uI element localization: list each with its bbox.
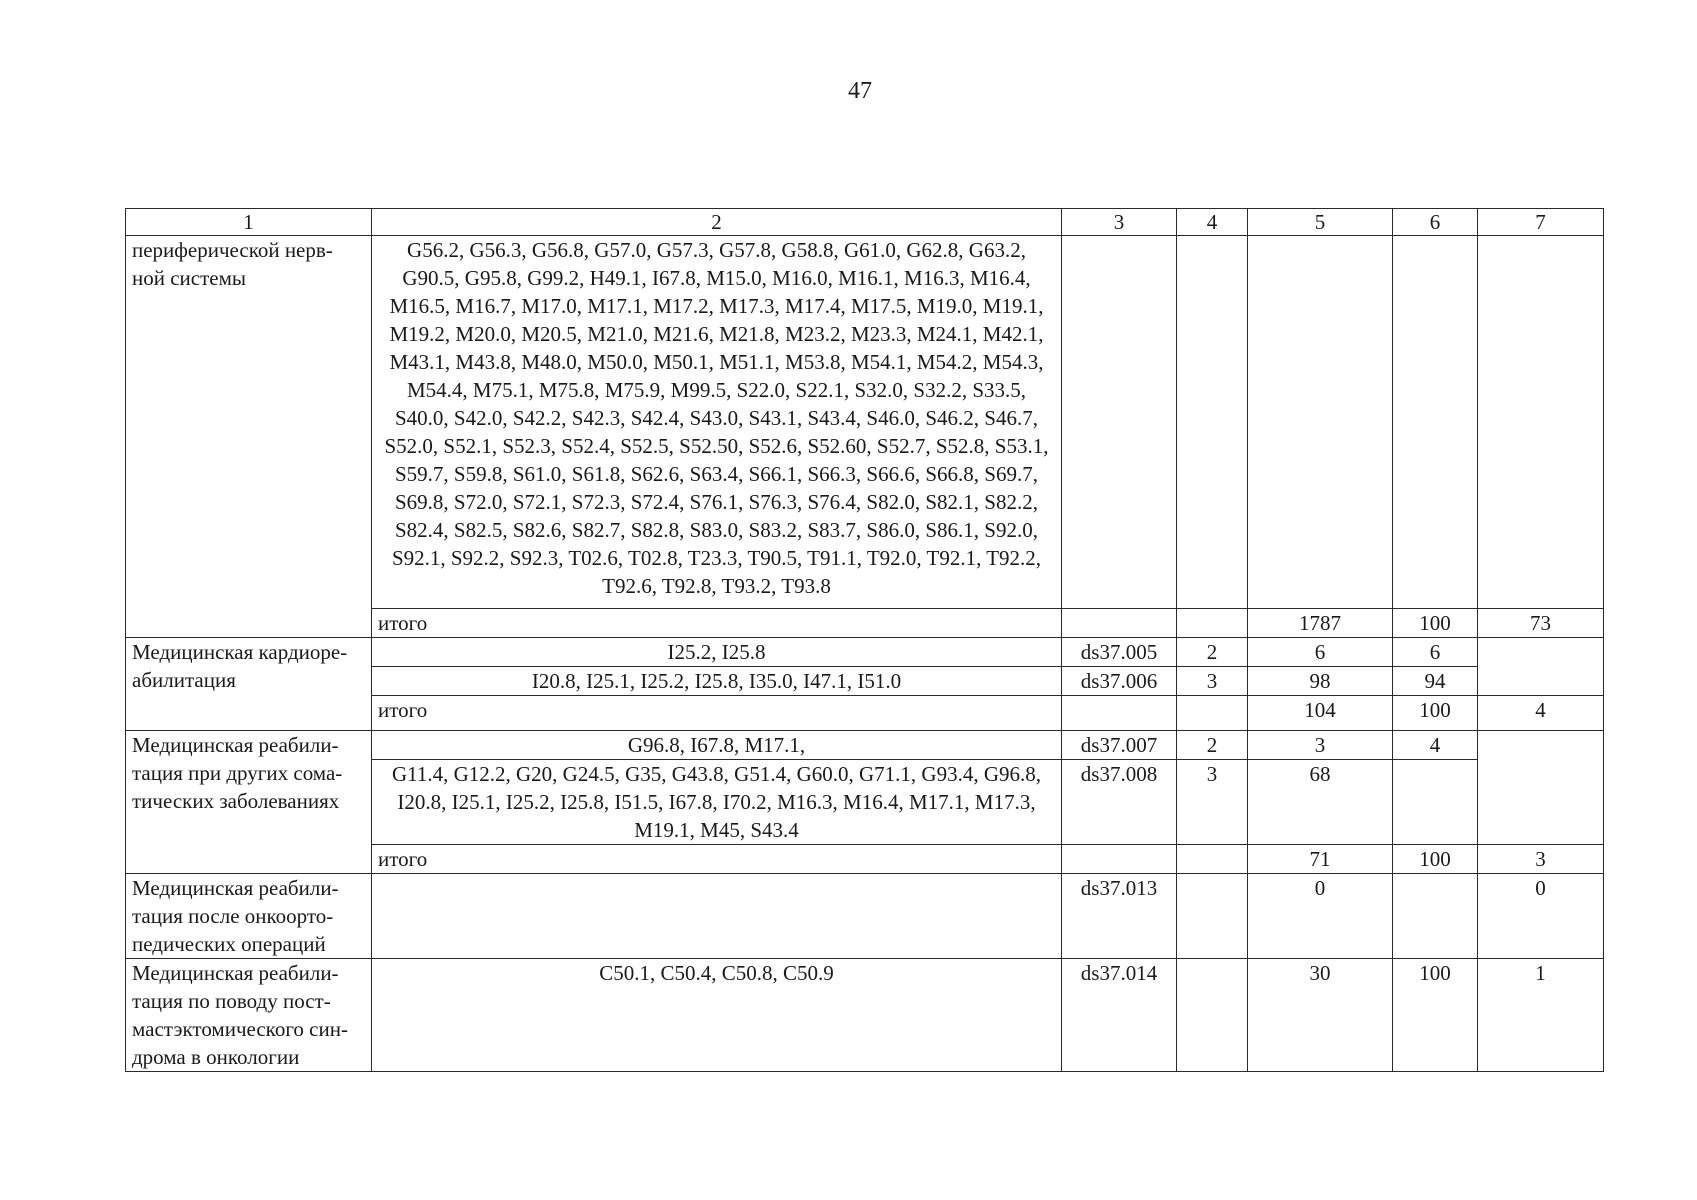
cell-value: 104	[1248, 696, 1393, 731]
section-name: периферической нерв-ной системы	[126, 236, 372, 638]
cell-value: 98	[1248, 667, 1393, 696]
diagnosis-codes: G96.8, I67.8, M17.1,	[372, 731, 1062, 760]
cell-value	[1177, 959, 1248, 1072]
diagnosis-codes: C50.1, C50.4, C50.8, C50.9	[372, 959, 1062, 1072]
cell-value: 4	[1478, 696, 1604, 731]
section-name: Медицинская реабили-тация после онкоорто-педических операций	[126, 874, 372, 959]
cell-value: 6	[1248, 638, 1393, 667]
cell-empty	[1062, 609, 1177, 638]
cell-value: 1	[1478, 959, 1604, 1072]
cell-value	[1177, 874, 1248, 959]
cell-value: 73	[1478, 609, 1604, 638]
cell-value: 0	[1478, 874, 1604, 959]
diagnosis-codes: I25.2, I25.8	[372, 638, 1062, 667]
cell-value: 0	[1248, 874, 1393, 959]
header-cell: 3	[1062, 209, 1177, 236]
cell-empty	[1062, 236, 1177, 609]
cell-code: ds37.005	[1062, 638, 1177, 667]
cell-empty	[1478, 638, 1604, 696]
cell-value: 30	[1248, 959, 1393, 1072]
cell-value: 71	[1248, 845, 1393, 874]
cell-empty	[1177, 236, 1248, 609]
diagnosis-codes: G56.2, G56.3, G56.8, G57.0, G57.3, G57.8, G58.8, G61.0, G62.8, G63.2, G90.5, G95.8, G99.2, H49.1, I67.8, M15.0, M16.0, M16.1, M16.3, M16.4, M16.5, M16.7, M17.0, M17.1, M17.2, M17.3, M17.4, M17.5, M19.0, M19.1, M19.2, M20.0, M20.5, M21.0, M21.6, M21.8, M23.2, M23.3, M24.1, M42.1, M43.1, M43.8, M48.0, M50.0, M50.1, M51.1, M53.8, M54.1, M54.2, M54.3, M54.4, M75.1, M75.8, M75.9, M99.5, S22.0, S22.1, S32.0, S32.2, S33.5, S40.0, S42.0, S42.2, S42.3, S42.4, S43.0, S43.1, S43.4, S46.0, S46.2, S46.7, S52.0, S52.1, S52.3, S52.4, S52.5, S52.50, S52.6, S52.60, S52.7, S52.8, S53.1, S59.7, S59.8, S61.0, S61.8, S62.6, S63.4, S66.1, S66.3, S66.6, S66.8, S69.7, S69.8, S72.0, S72.1, S72.3, S72.4, S76.1, S76.3, S76.4, S82.0, S82.1, S82.2, S82.4, S82.5, S82.6, S82.7, S82.8, S83.0, S83.2, S83.7, S86.0, S86.1, S92.0, S92.1, S92.2, S92.3, T02.6, T02.8, T23.3, T90.5, T91.1, T92.0, T92.1, T92.2, T92.6, T92.8, T93.2, T93.8	[372, 236, 1062, 609]
itogo-label: итого	[372, 696, 1062, 731]
cell-code: ds37.008	[1062, 760, 1177, 845]
header-cell: 7	[1478, 209, 1604, 236]
cell-value: 94	[1393, 667, 1478, 696]
cell-value: 100	[1393, 845, 1478, 874]
cell-value: 3	[1177, 760, 1248, 845]
page-number: 47	[848, 78, 872, 104]
table-header-row	[126, 209, 1604, 236]
section-name: Медицинская реабили-тация при других сома-тических заболеваниях	[126, 731, 372, 874]
diagnosis-codes: I20.8, I25.1, I25.2, I25.8, I35.0, I47.1, I51.0	[372, 667, 1062, 696]
cell-value: 100	[1393, 609, 1478, 638]
cell-code: ds37.014	[1062, 959, 1177, 1072]
cell-empty	[1177, 696, 1248, 731]
header-cell: 6	[1393, 209, 1478, 236]
cell-value: 1787	[1248, 609, 1393, 638]
cell-empty	[1177, 845, 1248, 874]
cell-code: ds37.013	[1062, 874, 1177, 959]
section-name: Медицинская кардиоре-абилитация	[126, 638, 372, 731]
cell-empty	[1478, 731, 1604, 845]
cell-empty	[1478, 236, 1604, 609]
cell-empty	[1248, 236, 1393, 609]
header-cell: 1	[126, 209, 372, 236]
cell-empty	[1393, 760, 1478, 845]
section-name: Медицинская реабили-тация по поводу пост-мастэктомического син-дрома в онкологии	[126, 959, 372, 1072]
cell-empty	[1062, 845, 1177, 874]
cell-value: 4	[1393, 731, 1478, 760]
header-cell: 2	[372, 209, 1062, 236]
table-row	[126, 638, 1604, 667]
table-row	[126, 731, 1604, 760]
diagnosis-codes	[372, 874, 1062, 959]
table-row	[126, 959, 1604, 1072]
cell-code: ds37.006	[1062, 667, 1177, 696]
cell-empty	[1393, 236, 1478, 609]
itogo-label: итого	[372, 845, 1062, 874]
cell-empty	[1062, 696, 1177, 731]
cell-empty	[1177, 609, 1248, 638]
cell-value	[1393, 874, 1478, 959]
itogo-label: итого	[372, 609, 1062, 638]
cell-value: 2	[1177, 731, 1248, 760]
diagnosis-codes: G11.4, G12.2, G20, G24.5, G35, G43.8, G51.4, G60.0, G71.1, G93.4, G96.8, I20.8, I25.1, I25.2, I25.8, I51.5, I67.8, I70.2, M16.3, M16.4, M17.1, M17.3, M19.1, M45, S43.4	[372, 760, 1062, 845]
header-cell: 4	[1177, 209, 1248, 236]
table-row	[126, 236, 1604, 609]
cell-value: 100	[1393, 696, 1478, 731]
cell-value: 100	[1393, 959, 1478, 1072]
cell-value: 3	[1478, 845, 1604, 874]
cell-value: 3	[1177, 667, 1248, 696]
cell-value: 2	[1177, 638, 1248, 667]
cell-code: ds37.007	[1062, 731, 1177, 760]
cell-value: 68	[1248, 760, 1393, 845]
header-cell: 5	[1248, 209, 1393, 236]
cell-value: 6	[1393, 638, 1478, 667]
cell-value: 3	[1248, 731, 1393, 760]
table-row	[126, 874, 1604, 959]
tariff-table	[125, 208, 1604, 1072]
